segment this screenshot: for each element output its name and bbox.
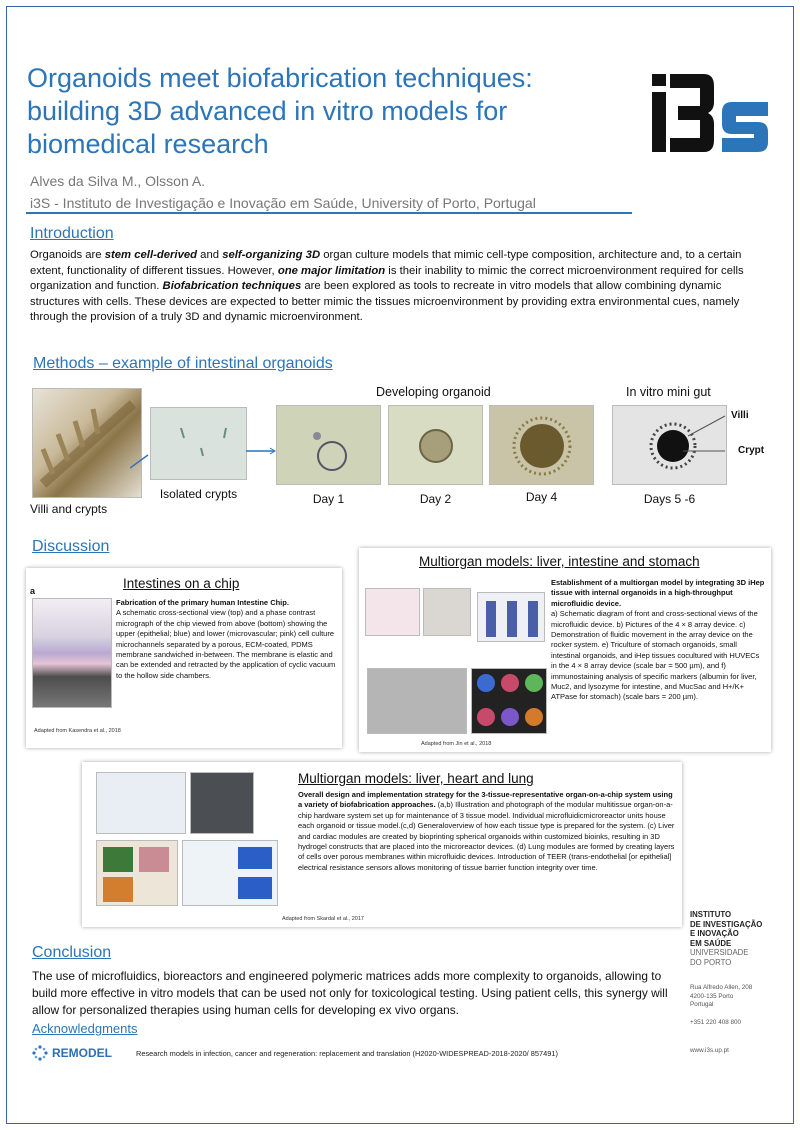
intro-text: is their inability to mimic the correct microenvironment required for cells organization and function. xyxy=(30,264,744,293)
intro-emphasis: self-organizing 3D xyxy=(222,249,321,261)
intro-text: organ culture models that mimic cell-type composition, architecture and, to a certain extent, functionality of different tissues. However, xyxy=(30,249,742,277)
liver-intestine-stomach-panel xyxy=(359,548,771,752)
address-line: 4200-135 Porto xyxy=(690,992,734,1000)
developing-organoid-label: Developing organoid xyxy=(376,385,491,399)
device-diagram-image xyxy=(365,588,420,636)
chip-description-bold: Fabrication of the primary human Intestine Chip. xyxy=(116,598,289,607)
mini-gut-label: In vitro mini gut xyxy=(626,385,711,399)
heart-lung-adapted-credit: Adapted from Skardal et al., 2017 xyxy=(282,916,364,922)
caption-villi-crypts: Villi and crypts xyxy=(30,502,108,516)
authors: Alves da Silva M., Olsson A. xyxy=(30,173,206,189)
remodel-name: REMODEL xyxy=(52,1046,112,1060)
title-line: Organoids meet biofabrication techniques: xyxy=(27,63,533,93)
day1-image xyxy=(276,405,381,485)
heart-lung-bold: Overall design and implementation strategy for the 3-tissue-representative organ-on-a-chip system using a variety of biofabrication approaches. xyxy=(298,790,673,810)
liver-stomach-title: Multiorgan models: liver, intestine and stomach xyxy=(419,554,700,569)
remodel-mark-icon xyxy=(32,1045,48,1061)
chip-description xyxy=(116,598,338,681)
liver-stomach-bold: Establishment of a multiorgan model by integrating 3D iHep tissue with internal organoids in a high-throughput microfluidic device. xyxy=(551,578,765,608)
day4-image xyxy=(489,405,594,485)
heart-lung-description xyxy=(298,790,678,873)
institute-line: EM SAÚDE xyxy=(690,938,732,948)
caption-day2: Day 2 xyxy=(419,492,452,506)
villi-crypts-image xyxy=(32,388,142,498)
institute-website[interactable]: www.i3s.up.pt xyxy=(690,1047,729,1054)
intro-text: Organoids are xyxy=(30,249,105,261)
crypt-label: Crypt xyxy=(738,445,765,456)
discussion-heading: Discussion xyxy=(32,538,110,555)
liver-heart-lung-panel xyxy=(82,762,682,927)
liver-stomach-description xyxy=(551,578,766,703)
chip-description-text: A schematic cross-sectional view (top) and a phase contrast micrograph of the chip viewed from above (bottom) showing the upper (epithelial; blue) and lower (microvascular; pink) cell culture microchannels separated by a porous, ECM-coated, PDMS membrane sandwiched in-between. The membrane is elastic and can be extended and retracted by the application of cyclic vacuum to the hollow side chambers. xyxy=(116,608,336,680)
chip-schematic-image xyxy=(32,598,112,708)
conclusion-text: The use of microfluidics, bioreactors and engineered polymeric matrices adds more complexity to organoids, allowing to build more effective in vitro models that can be used not only for toxicological testing. Using patient cells, this synergy will allow for personalized therapies using human cells for developing ex vivo organs. xyxy=(32,969,668,1017)
liver-stomach-text: a) Schematic diagram of front and cross-sectional views of the microfluidic device. b) Pictures of the 4 × 8 array device. c) Demonstration of fluidic movement in the array device on the rocker system. e) Triculture of stomach organoids, small intestinal organoids, and iHep tissues cocultured with HUVECs in the 4 × 8 array device (scale bar = 500 µm), and f) immunostaining analysis of specific markers (albumin for liver, Muc2, and lysozyme for intestine, and MucSac and H+/K+ ATPase for stomach) (scale bars = 200 µm). xyxy=(551,609,760,702)
address-line: Rua Alfredo Allen, 208 xyxy=(690,984,753,991)
caption-isolated-crypts: Isolated crypts xyxy=(159,487,238,501)
university-line: UNIVERSIDADE xyxy=(690,948,749,957)
affiliation-underline xyxy=(26,212,632,214)
introduction-text xyxy=(30,248,765,326)
caption-days-5-6: Days 5 -6 xyxy=(643,492,696,506)
institute-phone: +351 220 408 800 xyxy=(690,1019,741,1026)
heart-lung-text: (a,b) Illustration and photograph of the modular multitissue organ-on-a-chip hardware system set up for maintenance of 3 tissue model. Individual microfluidicmicroreactor units house each organoid or tissue model.(c,d) Generaloverview of how each tissue type is prepared for the system. (c) Liver and cardiac modules are created by bioprinting spherical organoids within customized bioinks, resulting in 3D hydrogel constructs that are placed into the microreactor devices. (d) Lung modules are formed by creating layers of cells over porous membranes within microfluidic devices. Introduction of TEER (trans-endothelial [or epithelial] electrical resistance sensors allows monitoring of tissue barrier function integrity over time. xyxy=(298,800,675,872)
intestines-chip-panel xyxy=(26,568,342,748)
university-line: DO PORTO xyxy=(690,957,732,967)
intro-emphasis: one major limitation xyxy=(277,264,386,277)
i3s-logo xyxy=(652,72,772,154)
institute-block xyxy=(690,910,762,967)
remodel-logo xyxy=(32,1045,112,1061)
arrow-icon xyxy=(130,440,150,470)
acknowledgments-text: Research models in infection, cancer and regeneration: replacement and translation (H2020-WIDESPREAD-2018-2020/ 857491) xyxy=(136,1049,558,1058)
methods-heading: Methods – example of intestinal organoids xyxy=(33,355,333,372)
arrow-icon xyxy=(246,446,276,456)
hardware-illustration xyxy=(96,772,186,834)
liver-module-image xyxy=(96,840,178,906)
heart-lung-title: Multiorgan models: liver, heart and lung xyxy=(298,771,534,786)
chip-panel-letter: a xyxy=(30,586,36,596)
intro-emphasis: stem cell-derived xyxy=(104,249,198,261)
institute-line: INSTITUTO xyxy=(690,910,732,919)
poster-title xyxy=(27,62,627,161)
institute-line: E INOVAÇÃO xyxy=(690,929,739,938)
triculture-micrographs xyxy=(367,668,467,734)
hardware-photo xyxy=(190,772,254,834)
conclusion-heading: Conclusion xyxy=(32,944,112,961)
caption-day1: Day 1 xyxy=(312,492,345,506)
address-line: Portugal xyxy=(690,1001,714,1009)
intro-emphasis: Biofabrication techniques xyxy=(162,280,302,293)
caption-day4: Day 4 xyxy=(525,490,558,504)
immunostaining-image xyxy=(471,668,547,734)
intro-text: and xyxy=(197,249,223,261)
day2-image xyxy=(388,405,483,485)
liver-stomach-adapted-credit: Adapted from Jin et al., 2018 xyxy=(421,741,492,747)
institute-line: DE INVESTIGAÇÃO xyxy=(690,919,763,929)
chip-panel-title: Intestines on a chip xyxy=(123,576,240,591)
isolated-crypts-image xyxy=(150,407,247,480)
array-device-photo xyxy=(423,588,471,636)
introduction-heading: Introduction xyxy=(30,225,114,242)
mini-gut-image xyxy=(612,405,727,485)
rocker-system-photo xyxy=(477,592,545,642)
affiliation: i3S - Instituto de Investigação e Inovação em Saúde, University of Porto, Portugal xyxy=(30,195,536,211)
institute-address xyxy=(690,984,752,1010)
villi-label: Villi xyxy=(731,410,749,421)
title-line: biomedical research xyxy=(27,129,269,159)
acknowledgments-heading: Acknowledgments xyxy=(32,1021,138,1036)
title-line: building 3D advanced in vitro models for xyxy=(27,96,508,126)
intro-text: are been explored as tools to recreate in vitro models that allow combining dynamic structures with cells. These devices are expected to better mimic the tissues microenvironment by providing extra environmental cues, namely through the provision of a truly 3D and dynamic microenvironment. xyxy=(30,280,740,324)
chip-adapted-credit: Adapted from Kasendra et al., 2018 xyxy=(34,728,121,734)
lung-module-image xyxy=(182,840,278,906)
